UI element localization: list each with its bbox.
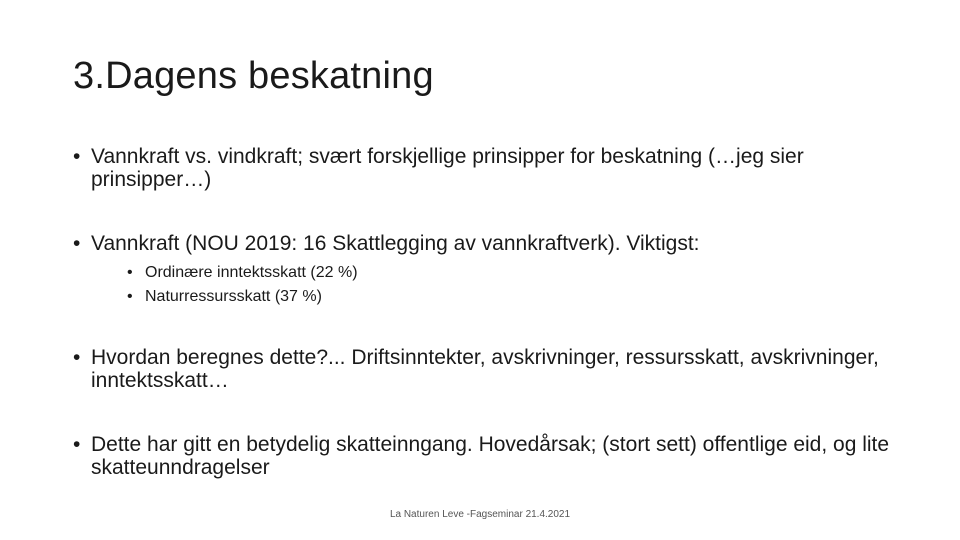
slide-title: 3.Dagens beskatning: [73, 55, 434, 97]
bullet-item: [73, 433, 893, 479]
sub-bullet-text: Naturressursskatt (37 %): [145, 288, 322, 305]
bullet-item: [73, 346, 893, 392]
sub-bullet-list: [127, 261, 893, 309]
bullet-dot-icon: •: [73, 145, 81, 168]
bullet-list: [73, 145, 893, 479]
bullet-dot-icon: •: [127, 288, 133, 305]
bullet-item: [73, 145, 893, 191]
bullet-dot-icon: •: [127, 264, 133, 281]
slide-footer: La Naturen Leve -Fagseminar 21.4.2021: [389, 509, 571, 520]
bullet-text: Vannkraft (NOU 2019: 16 Skattlegging av vannkraftverk). Viktigst:: [91, 232, 700, 255]
sub-bullet-item: [127, 261, 893, 285]
bullet-text: Hvordan beregnes dette?... Driftsinntekter, avskrivninger, ressursskatt, avskrivninger, inntektsskatt…: [91, 346, 879, 392]
bullet-dot-icon: •: [73, 232, 81, 255]
bullet-dot-icon: •: [73, 433, 81, 456]
sub-bullet-text: Ordinære inntektsskatt (22 %): [145, 264, 358, 281]
bullet-text: Dette har gitt en betydelig skatteinngang. Hovedårsak; (stort sett) offentlige eid, og lite skatteunndragelser: [91, 433, 890, 479]
sub-bullet-item: [127, 285, 893, 309]
bullet-item: [73, 232, 893, 309]
bullet-dot-icon: •: [73, 346, 81, 369]
bullet-text: Vannkraft vs. vindkraft; svært forskjellige prinsipper for beskatning (…jeg sier prinsipper…): [91, 145, 804, 191]
